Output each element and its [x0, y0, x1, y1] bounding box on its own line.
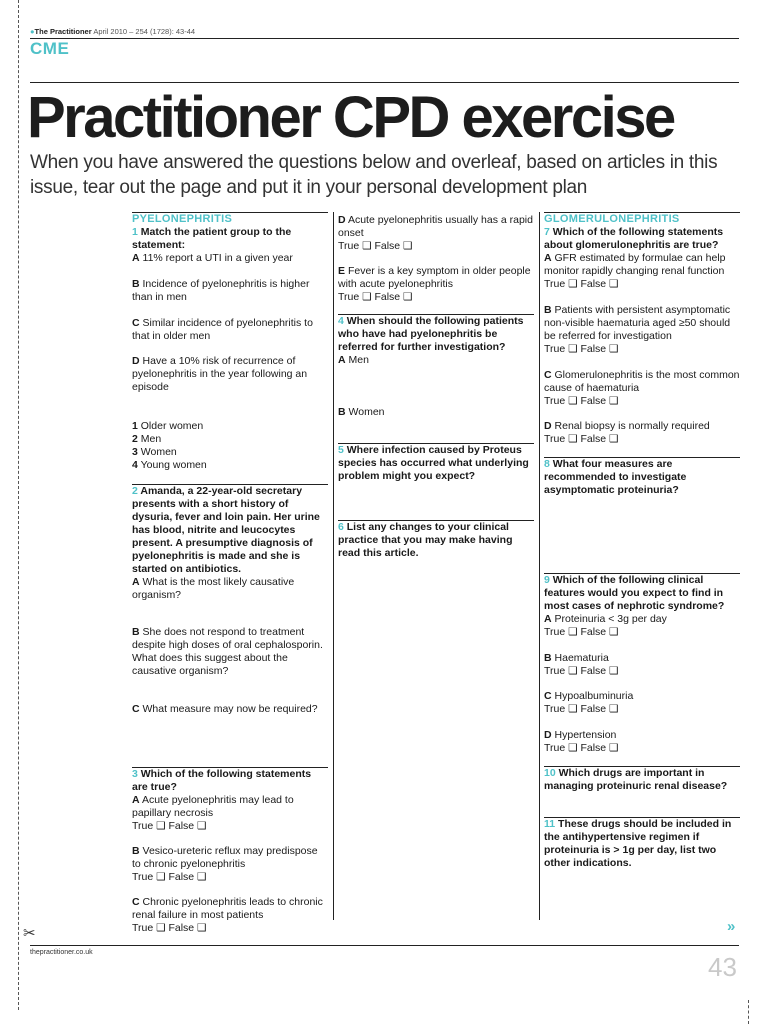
option: C Glomerulonephritis is the most common cause of haematuria: [544, 369, 740, 394]
section-title-glomerulonephritis: GLOMERULONEPHRITIS: [544, 213, 680, 225]
option: A What is the most likely causative organism?: [132, 576, 295, 601]
option: D Renal biopsy is normally required: [544, 420, 710, 432]
column-1: [132, 212, 328, 932]
list-item: 1 Older women: [132, 420, 204, 432]
header-citation: ●The Practitioner April 2010 – 254 (1728): 43-44: [30, 27, 196, 36]
cut-line-right: [748, 1000, 749, 1024]
question-9: 9 Which of the following clinical features would you expect to find in most cases of nephrotic syndrome?: [544, 574, 725, 612]
true-false-checkbox[interactable]: True ❑ False ❑: [544, 433, 619, 445]
true-false-checkbox[interactable]: True ❑ False ❑: [544, 395, 619, 407]
column-2: [338, 212, 534, 932]
intro-text: When you have answered the questions below and overleaf, based on articles in this issue, tear out the page and put it in your personal development plan: [30, 152, 718, 198]
patient-group-list: [132, 420, 328, 472]
true-false-checkbox[interactable]: True ❑ False ❑: [132, 922, 207, 934]
question-1: 1 Match the patient group to the statement:: [132, 226, 292, 251]
list-item: 3 Women: [132, 446, 177, 458]
option: C Similar incidence of pyelonephritis to that in older men: [132, 317, 313, 342]
question-11: 11 These drugs should be included in the antihypertensive regimen if proteinuria is > 1g per day, list two other indications.: [544, 818, 732, 869]
true-false-checkbox[interactable]: True ❑ False ❑: [544, 665, 619, 677]
true-false-checkbox[interactable]: True ❑ False ❑: [544, 278, 619, 290]
true-false-checkbox[interactable]: True ❑ False ❑: [338, 240, 413, 252]
option: A Men: [338, 354, 369, 366]
question-4: 4 When should the following patients who have had pyelonephritis be referred for further investigation?: [338, 315, 524, 353]
column-3: [544, 212, 740, 932]
option: A Proteinuria < 3g per day: [544, 613, 667, 625]
column-divider: [539, 212, 540, 920]
option: B Haematuria: [544, 652, 609, 664]
option: B Patients with persistent asymptomatic non-visible haematuria aged ≥50 should be referred for investigation: [544, 304, 731, 342]
question-7: 7 Which of the following statements about glomerulonephritis are true?: [544, 226, 724, 251]
true-false-checkbox[interactable]: True ❑ False ❑: [132, 820, 207, 832]
true-false-checkbox[interactable]: True ❑ False ❑: [544, 626, 619, 638]
option: D Acute pyelonephritis usually has a rapid onset: [338, 214, 533, 239]
question-8: 8 What four measures are recommended to investigate asymptomatic proteinuria?: [544, 458, 687, 496]
true-false-checkbox[interactable]: True ❑ False ❑: [544, 703, 619, 715]
true-false-checkbox[interactable]: True ❑ False ❑: [132, 871, 207, 883]
option: B She does not respond to treatment despite high doses of oral cephalosporin. What does this suggest about the causative organism?: [132, 626, 323, 677]
option: B Vesico-ureteric reflux may predispose to chronic pyelonephritis: [132, 845, 318, 870]
option: B Women: [338, 406, 385, 418]
option: A 11% report a UTI in a given year: [132, 252, 293, 264]
title-rule: [30, 82, 739, 83]
list-item: 4 Young women: [132, 459, 207, 471]
option: A Acute pyelonephritis may lead to papillary necrosis: [132, 794, 294, 819]
question-3: 3 Which of the following statements are true?: [132, 768, 312, 793]
cut-line-left: [18, 0, 19, 1010]
section-label: CME: [30, 39, 70, 58]
continue-arrow-icon: »: [727, 918, 736, 935]
option: C Hypoalbuminuria: [544, 690, 634, 702]
option: C What measure may now be required?: [132, 703, 318, 715]
page-title: Practitioner CPD exercise: [27, 85, 674, 150]
question-5: 5 Where infection caused by Proteus species has occurred what underlying problem might you expect?: [338, 444, 529, 482]
true-false-checkbox[interactable]: True ❑ False ❑: [544, 343, 619, 355]
page-number: 43: [708, 952, 737, 982]
footer-url: thepractitioner.co.uk: [30, 949, 93, 956]
option: B Incidence of pyelonephritis is higher than in men: [132, 278, 310, 303]
footer-rule: [30, 945, 739, 946]
true-false-checkbox[interactable]: True ❑ False ❑: [544, 742, 619, 754]
true-false-checkbox[interactable]: True ❑ False ❑: [338, 291, 413, 303]
option: A GFR estimated by formulae can help monitor rapidly changing renal function: [544, 252, 726, 277]
header-rule: [30, 38, 739, 39]
column-divider: [333, 212, 334, 920]
question-10: 10 Which drugs are important in managing proteinuric renal disease?: [544, 767, 728, 792]
scissors-icon: ✂: [23, 925, 36, 942]
option: D Have a 10% risk of recurrence of pyelonephritis in the year following an episode: [132, 355, 308, 393]
question-6: 6 List any changes to your clinical practice that you may make having read this article.: [338, 521, 513, 559]
section-title-pyelonephritis: PYELONEPHRITIS: [132, 213, 233, 225]
option: D Hypertension: [544, 729, 617, 741]
option: E Fever is a key symptom in older people with acute pyelonephritis: [338, 265, 531, 290]
question-2: 2 Amanda, a 22-year-old secretary presents with a short history of dysuria, fever and loin pain. Her urine has blood, nitrite and leucocytes present. A presumptive diagnosis of pyelonephritis is made and she is started on antibiotics.: [132, 485, 320, 575]
list-item: 2 Men: [132, 433, 162, 445]
option: C Chronic pyelonephritis leads to chronic renal failure in most patients: [132, 896, 323, 921]
